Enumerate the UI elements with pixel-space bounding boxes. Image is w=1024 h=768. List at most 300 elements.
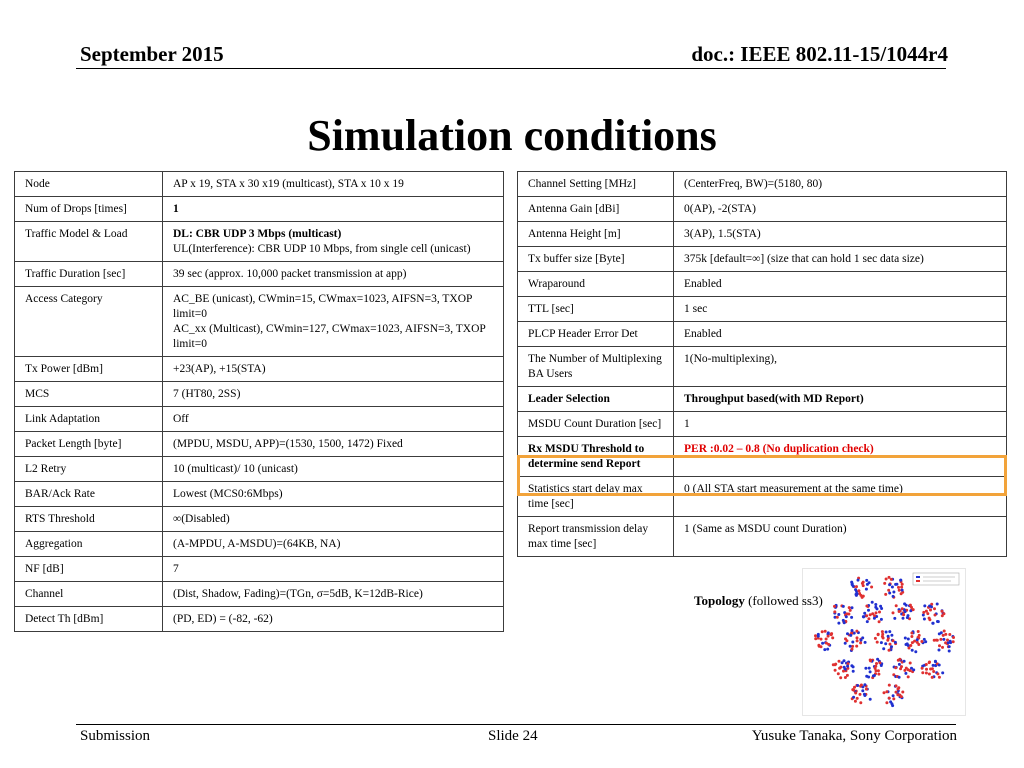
- param-value-cell: [163, 197, 504, 222]
- topology-node-dot: [817, 633, 820, 636]
- topology-node-dot: [896, 693, 899, 696]
- topology-node-dot: [867, 609, 870, 612]
- param-value-cell: [163, 382, 504, 407]
- param-value-cell: [163, 482, 504, 507]
- right-table-row: [518, 272, 1007, 297]
- topology-node-dot: [920, 640, 923, 643]
- topology-node-dot: [917, 643, 920, 646]
- topology-legend-box: [913, 573, 959, 585]
- left-table-row: [15, 172, 504, 197]
- topology-node-dot: [861, 636, 864, 639]
- topology-node-dot: [933, 607, 936, 610]
- topology-node-dot: [888, 576, 891, 579]
- topology-node-dot: [814, 634, 817, 637]
- topology-node-dot: [868, 667, 871, 670]
- topology-node-dot: [911, 641, 914, 644]
- topology-node-dot: [890, 634, 893, 637]
- topology-node-dot: [934, 614, 937, 617]
- param-value-cell: [163, 172, 504, 197]
- topology-scatter-plot: [803, 569, 965, 715]
- param-value-line: +23(AP), +15(STA): [173, 363, 266, 375]
- topology-node-dot: [889, 643, 892, 646]
- topology-node-dot: [938, 644, 941, 647]
- topology-node-dot: [892, 611, 895, 614]
- topology-node-dot: [873, 674, 876, 677]
- topology-node-dot: [921, 667, 924, 670]
- topology-node-dot: [850, 664, 853, 667]
- topology-node-dot: [859, 594, 862, 597]
- topology-node-dot: [938, 676, 941, 679]
- param-name-cell: PLCP Header Error Det: [518, 322, 674, 347]
- topology-node-dot: [867, 617, 870, 620]
- left-table-row: [15, 222, 504, 262]
- topology-node-dot: [817, 644, 820, 647]
- topology-node-dot: [952, 640, 955, 643]
- topology-node-dot: [871, 601, 874, 604]
- topology-node-dot: [946, 639, 949, 642]
- topology-node-dot: [841, 661, 844, 664]
- param-value-line: (A-MPDU, A-MSDU)=(64KB, NA): [173, 538, 341, 550]
- param-name-cell: Rx MSDU Threshold to determine send Report: [518, 437, 674, 477]
- topology-node-dot: [931, 676, 934, 679]
- topology-node-dot: [855, 645, 858, 648]
- param-value-line: AC_BE (unicast), CWmin=15, CWmax=1023, AIFSN=3, TXOP limit=0: [173, 293, 472, 320]
- topology-node-dot: [887, 635, 890, 638]
- param-name-cell: Access Category: [15, 287, 163, 357]
- right-table-row: [518, 477, 1007, 517]
- param-value-cell: [163, 532, 504, 557]
- topology-node-dot: [837, 613, 840, 616]
- topology-node-dot: [903, 602, 906, 605]
- topology-node-dot: [850, 616, 853, 619]
- topology-node-dot: [924, 640, 927, 643]
- topology-node-dot: [823, 648, 826, 651]
- topology-node-dot: [876, 641, 879, 644]
- topology-node-dot: [893, 617, 896, 620]
- left-table-row: [15, 357, 504, 382]
- topology-node-dot: [856, 636, 859, 639]
- topology-node-dot: [877, 633, 880, 636]
- topology-node-dot: [907, 638, 910, 641]
- topology-node-dot: [909, 669, 912, 672]
- topology-node-dot: [895, 684, 898, 687]
- topology-node-dot: [862, 584, 865, 587]
- param-value-line: (MPDU, MSDU, APP)=(1530, 1500, 1472) Fixed: [173, 438, 403, 450]
- topology-node-dot: [814, 637, 817, 640]
- param-name-cell: The Number of Multiplexing BA Users: [518, 347, 674, 387]
- topology-node-dot: [908, 647, 911, 650]
- topology-node-dot: [869, 698, 872, 701]
- topology-node-dot: [898, 589, 901, 592]
- topology-node-dot: [867, 676, 870, 679]
- param-value-line: DL: CBR UDP 3 Mbps (multicast): [173, 228, 342, 240]
- topology-node-dot: [888, 684, 891, 687]
- param-value-cell: [163, 222, 504, 262]
- topology-node-dot: [944, 641, 947, 644]
- topology-node-dot: [857, 589, 860, 592]
- left-table-row: [15, 407, 504, 432]
- topology-node-dot: [830, 633, 833, 636]
- topology-node-dot: [888, 583, 891, 586]
- param-value-cell: 375k [default=∞] (size that can hold 1 sec data size): [674, 247, 1007, 272]
- topology-node-dot: [925, 663, 928, 666]
- topology-node-dot: [842, 605, 845, 608]
- topology-node-dot: [902, 617, 905, 620]
- topology-node-dot: [860, 684, 863, 687]
- topology-node-dot: [843, 621, 846, 624]
- topology-node-dot: [934, 660, 937, 663]
- topology-node-dot: [898, 658, 901, 661]
- topology-node-dot: [925, 668, 928, 671]
- topology-node-dot: [884, 593, 887, 596]
- topology-node-dot: [941, 646, 944, 649]
- param-value-line: AP x 19, STA x 30 x19 (multicast), STA x 10 x 19: [173, 178, 404, 190]
- topology-node-dot: [845, 615, 848, 618]
- param-value-cell: Enabled: [674, 272, 1007, 297]
- param-value-cell: [163, 357, 504, 382]
- topology-node-dot: [861, 689, 864, 692]
- topology-node-dot: [888, 649, 891, 652]
- left-table-row: [15, 582, 504, 607]
- topology-node-dot: [932, 670, 935, 673]
- topology-node-dot: [856, 684, 859, 687]
- left-table-row: [15, 432, 504, 457]
- topology-node-dot: [922, 611, 925, 614]
- topology-node-dot: [936, 603, 939, 606]
- topology-node-dot: [843, 666, 846, 669]
- topology-node-dot: [928, 618, 931, 621]
- topology-node-dot: [824, 630, 827, 633]
- topology-node-dot: [851, 606, 854, 609]
- topology-node-dot: [869, 613, 872, 616]
- param-value-line: 39 sec (approx. 10,000 packet transmission at app): [173, 268, 407, 280]
- param-value-line: UL(Interference): CBR UDP 10 Mbps, from single cell (unicast): [173, 243, 471, 255]
- topology-node-dot: [922, 614, 925, 617]
- topology-node-dot: [863, 683, 866, 686]
- topology-node-dot: [889, 700, 892, 703]
- left-parameter-table: [14, 171, 504, 632]
- topology-node-dot: [895, 583, 898, 586]
- footer-slide-number: Slide 24: [488, 728, 538, 744]
- left-table-row: [15, 287, 504, 357]
- topology-node-dot: [865, 605, 868, 608]
- param-name-cell: Detect Th [dBm]: [15, 607, 163, 632]
- topology-node-dot: [875, 611, 878, 614]
- topology-node-dot: [865, 688, 868, 691]
- topology-node-dot: [930, 605, 933, 608]
- left-table-row: [15, 197, 504, 222]
- topology-node-dot: [881, 633, 884, 636]
- topology-node-dot: [928, 673, 931, 676]
- topology-legend-sta-swatch: [916, 580, 920, 582]
- topology-node-dot: [869, 659, 872, 662]
- topology-node-dot: [885, 690, 888, 693]
- topology-node-dot: [884, 642, 887, 645]
- topology-node-dot: [912, 668, 915, 671]
- param-value-cell: 3(AP), 1.5(STA): [674, 222, 1007, 247]
- param-value-line: 7: [173, 563, 179, 575]
- topology-node-dot: [890, 578, 893, 581]
- topology-node-dot: [903, 669, 906, 672]
- right-table-row: [518, 347, 1007, 387]
- slide-title: Simulation conditions: [307, 111, 717, 160]
- param-name-cell: Node: [15, 172, 163, 197]
- topology-node-dot: [848, 606, 851, 609]
- topology-node-dot: [883, 691, 886, 694]
- topology-node-dot: [925, 610, 928, 613]
- left-table-row: [15, 607, 504, 632]
- right-table-row: [518, 387, 1007, 412]
- topology-node-dot: [852, 670, 855, 673]
- topology-node-dot: [910, 632, 913, 635]
- topology-node-dot: [936, 672, 939, 675]
- param-name-cell: Packet Length [byte]: [15, 432, 163, 457]
- topology-node-dot: [907, 614, 910, 617]
- topology-node-dot: [874, 606, 877, 609]
- topology-node-dot: [838, 660, 841, 663]
- param-value-line: Off: [173, 413, 189, 425]
- topology-node-dot: [826, 648, 829, 651]
- topology-node-dot: [948, 645, 951, 648]
- topology-node-dot: [855, 630, 858, 633]
- topology-node-dot: [911, 649, 914, 652]
- topology-node-dot: [941, 671, 944, 674]
- topology-node-dot: [846, 665, 849, 668]
- param-value-line: (PD, ED) = (-82, -62): [173, 613, 273, 625]
- topology-node-dot: [869, 670, 872, 673]
- topology-node-dot: [897, 688, 900, 691]
- param-value-cell: 1 sec: [674, 297, 1007, 322]
- topology-node-dot: [877, 673, 880, 676]
- topology-node-dot: [887, 589, 890, 592]
- topology-node-dot: [891, 704, 894, 707]
- topology-node-dot: [854, 588, 857, 591]
- topology-node-dot: [888, 630, 891, 633]
- param-name-cell: Leader Selection: [518, 387, 674, 412]
- param-name-cell: Aggregation: [15, 532, 163, 557]
- topology-node-dot: [907, 675, 910, 678]
- topology-node-dot: [865, 588, 868, 591]
- topology-node-dot: [865, 614, 868, 617]
- param-name-cell: TTL [sec]: [518, 297, 674, 322]
- param-name-cell: Tx buffer size [Byte]: [518, 247, 674, 272]
- param-value-line: 10 (multicast)/ 10 (unicast): [173, 463, 298, 475]
- topology-node-dot: [888, 592, 891, 595]
- topology-node-dot: [856, 593, 859, 596]
- param-value-cell: [163, 557, 504, 582]
- topology-node-dot: [849, 634, 852, 637]
- topology-legend-ap-swatch: [916, 576, 920, 578]
- topology-node-dot: [892, 595, 895, 598]
- topology-node-dot: [936, 639, 939, 642]
- topology-node-dot: [821, 630, 824, 633]
- topology-node-dot: [875, 662, 878, 665]
- param-value-cell: [163, 582, 504, 607]
- topology-node-dot: [937, 620, 940, 623]
- topology-node-dot: [852, 696, 855, 699]
- topology-node-dot: [885, 631, 888, 634]
- param-value-cell: 1 (Same as MSDU count Duration): [674, 517, 1007, 557]
- topology-node-dot: [917, 630, 920, 633]
- topology-node-dot: [897, 586, 900, 589]
- topology-node-dot: [870, 586, 873, 589]
- topology-node-dot: [820, 638, 823, 641]
- topology-node-dot: [923, 604, 926, 607]
- left-table-row: [15, 507, 504, 532]
- topology-node-dot: [839, 676, 842, 679]
- param-name-cell: L2 Retry: [15, 457, 163, 482]
- topology-node-dot: [854, 692, 857, 695]
- topology-node-dot: [929, 609, 932, 612]
- topology-node-dot: [901, 583, 904, 586]
- topology-node-dot: [827, 635, 830, 638]
- topology-node-dot: [880, 618, 883, 621]
- topology-node-dot: [825, 638, 828, 641]
- topology-node-dot: [856, 639, 859, 642]
- topology-node-dot: [942, 612, 945, 615]
- param-name-cell: NF [dB]: [15, 557, 163, 582]
- topology-node-dot: [921, 671, 924, 674]
- param-name-cell: MSDU Count Duration [sec]: [518, 412, 674, 437]
- topology-node-dot: [900, 586, 903, 589]
- topology-node-dot: [827, 631, 830, 634]
- topology-node-dot: [898, 610, 901, 613]
- param-name-cell: MCS: [15, 382, 163, 407]
- topology-node-dot: [948, 633, 951, 636]
- topology-node-dot: [859, 701, 862, 704]
- topology-node-dot: [866, 620, 869, 623]
- topology-node-dot: [882, 647, 885, 650]
- topology-node-dot: [845, 639, 848, 642]
- topology-node-dot: [929, 668, 932, 671]
- header-date: September 2015: [80, 42, 224, 66]
- param-value-line: 1: [173, 203, 179, 215]
- topology-node-dot: [912, 608, 915, 611]
- topology-node-dot: [837, 672, 840, 675]
- param-value-line: AC_xx (Multicast), CWmin=127, CWmax=1023, AIFSN=3, TXOP limit=0: [173, 323, 486, 350]
- right-table-row: [518, 172, 1007, 197]
- param-value-cell: Throughput based(with MD Report): [674, 387, 1007, 412]
- topology-node-dot: [851, 641, 854, 644]
- topology-node-dot: [842, 670, 845, 673]
- topology-node-dot: [925, 672, 928, 675]
- topology-node-dot: [866, 583, 869, 586]
- topology-node-dot: [899, 579, 902, 582]
- param-name-cell: Channel: [15, 582, 163, 607]
- right-table-row: [518, 297, 1007, 322]
- topology-node-dot: [902, 613, 905, 616]
- left-table-row: [15, 382, 504, 407]
- topology-node-dot: [904, 637, 907, 640]
- topology-node-dot: [910, 635, 913, 638]
- topology-node-dot: [844, 676, 847, 679]
- param-name-cell: Channel Setting [MHz]: [518, 172, 674, 197]
- param-name-cell: Wraparound: [518, 272, 674, 297]
- topology-node-dot: [834, 669, 837, 672]
- topology-node-dot: [901, 691, 904, 694]
- topology-node-dot: [906, 642, 909, 645]
- param-value-line: Lowest (MCS0:6Mbps): [173, 488, 283, 500]
- param-name-cell: Traffic Model & Load: [15, 222, 163, 262]
- topology-node-dot: [918, 634, 921, 637]
- topology-node-dot: [943, 630, 946, 633]
- param-value-cell: 0 (All STA start measurement at the same time): [674, 477, 1007, 517]
- topology-node-dot: [892, 697, 895, 700]
- topology-node-dot: [903, 660, 906, 663]
- topology-caption: [694, 593, 823, 609]
- param-value-cell: (CenterFreq, BW)=(5180, 80): [674, 172, 1007, 197]
- header-doc-id: doc.: IEEE 802.11-15/1044r4: [691, 42, 948, 66]
- header-divider: [76, 68, 946, 69]
- topology-node-dot: [909, 662, 912, 665]
- left-table-row: [15, 262, 504, 287]
- topology-node-dot: [894, 641, 897, 644]
- topology-node-dot: [916, 638, 919, 641]
- param-value-line: (Dist, Shadow, Fading)=(TGn, σ=5dB, K=12dB-Rice): [173, 588, 423, 600]
- right-table-row: [518, 197, 1007, 222]
- topology-node-dot: [863, 612, 866, 615]
- topology-caption-bold: Topology: [694, 593, 745, 608]
- param-value-cell: [163, 287, 504, 357]
- param-value-cell: [163, 457, 504, 482]
- topology-node-dot: [888, 697, 891, 700]
- left-table-row: [15, 482, 504, 507]
- topology-node-dot: [942, 634, 945, 637]
- topology-node-dot: [864, 641, 867, 644]
- topology-node-dot: [900, 665, 903, 668]
- topology-node-dot: [892, 694, 895, 697]
- topology-node-dot: [883, 582, 886, 585]
- topology-node-dot: [900, 695, 903, 698]
- topology-node-dot: [931, 622, 934, 625]
- param-name-cell: Tx Power [dBm]: [15, 357, 163, 382]
- topology-node-dot: [851, 648, 854, 651]
- topology-node-dot: [853, 686, 856, 689]
- param-name-cell: RTS Threshold: [15, 507, 163, 532]
- param-value-cell: [163, 432, 504, 457]
- topology-node-dot: [895, 604, 898, 607]
- topology-node-dot: [875, 669, 878, 672]
- topology-node-dot: [865, 579, 868, 582]
- right-table-row: [518, 247, 1007, 272]
- topology-node-dot: [827, 643, 830, 646]
- param-value-cell: 1: [674, 412, 1007, 437]
- topology-node-dot: [873, 617, 876, 620]
- topology-node-dot: [821, 642, 824, 645]
- topology-node-dot: [846, 632, 849, 635]
- topology-node-dot: [882, 637, 885, 640]
- param-value-cell: PER :0.02 – 0.8 (No duplication check): [674, 437, 1007, 477]
- topology-node-dot: [948, 650, 951, 653]
- topology-node-dot: [890, 645, 893, 648]
- topology-node-dot: [898, 676, 901, 679]
- topology-node-dot: [901, 589, 904, 592]
- topology-node-dot: [885, 578, 888, 581]
- topology-node-dot: [898, 663, 901, 666]
- topology-node-dot: [909, 644, 912, 647]
- topology-node-dot: [833, 605, 836, 608]
- topology-node-dot: [880, 641, 883, 644]
- topology-node-dot: [894, 666, 897, 669]
- topology-node-dot: [938, 664, 941, 667]
- footer-divider: [76, 724, 956, 725]
- param-value-cell: Enabled: [674, 322, 1007, 347]
- param-value-cell: [163, 507, 504, 532]
- topology-node-dot: [839, 666, 842, 669]
- right-table-row: [518, 322, 1007, 347]
- param-name-cell: Num of Drops [times]: [15, 197, 163, 222]
- param-value-cell: [163, 407, 504, 432]
